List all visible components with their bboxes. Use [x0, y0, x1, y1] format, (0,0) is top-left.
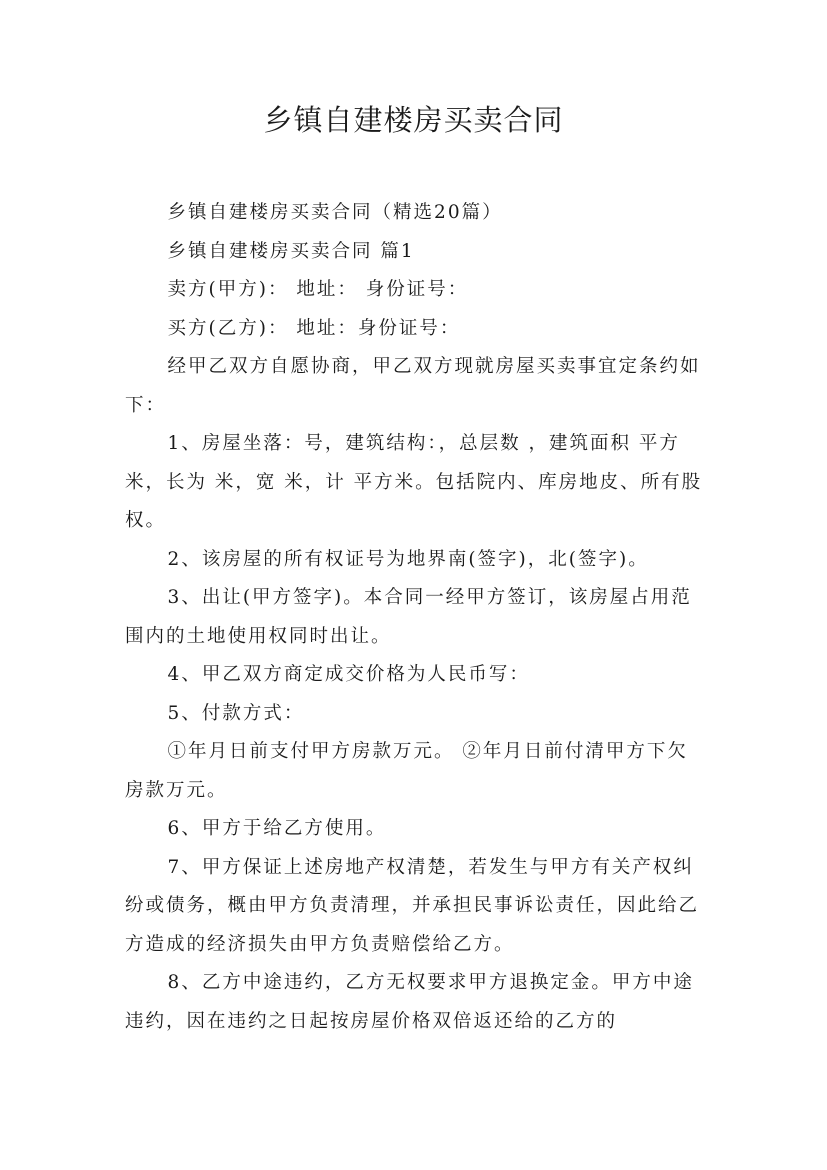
paragraph-clause-6: 6、甲方于给乙方使用。 — [167, 818, 387, 839]
document-body — [125, 194, 705, 1041]
paragraph-clause-4: 4、甲乙双方商定成交价格为人民币写： — [167, 664, 530, 685]
paragraph-intro: 经甲乙双方自愿协商，甲乙双方现就房屋买卖事宜定条约如下： — [125, 356, 701, 416]
paragraph-payment-terms: ①年月日前支付甲方房款万元。 ②年月日前付清甲方下欠房款万元。 — [125, 741, 688, 801]
paragraph-clause-3: 3、出让(甲方签字)。本合同一经甲方签订，该房屋占用范围内的土地使用权同时出让。 — [125, 587, 692, 647]
paragraph-clause-1: 1、房屋坐落：号，建筑结构：，总层数 ，建筑面积 平方米，长为 米，宽 米，计 平方米。包括院内、库房地皮、所有股权。 — [125, 433, 703, 531]
document-title: 乡镇自建楼房买卖合同 — [263, 103, 564, 137]
paragraph-clause-8: 8、乙方中途违约，乙方无权要求甲方退换定金。甲方中途违约，因在违约之日起按房屋价格双倍返还给的乙方的 — [125, 972, 694, 1032]
paragraph-clause-5: 5、付款方式： — [167, 702, 305, 724]
paragraph-subtitle: 乡镇自建楼房买卖合同（精选20篇） — [167, 202, 503, 223]
paragraph-clause-2: 2、该房屋的所有权证号为地界南(签字)，北(签字)。 — [167, 548, 649, 570]
paragraph-seller: 卖方(甲方)： 地址： 身份证号： — [167, 279, 469, 300]
paragraph-buyer: 买方(乙方)： 地址：身份证号： — [167, 317, 461, 339]
paragraph-section-heading: 乡镇自建楼房买卖合同 篇1 — [167, 240, 415, 262]
paragraph-clause-7: 7、甲方保证上述房地产权清楚，若发生与甲方有关产权纠纷或债务，概由甲方负责清理，并承担民事诉讼责任，因此给乙方造成的经济损失由甲方负责赔偿给乙方。 — [125, 856, 700, 955]
